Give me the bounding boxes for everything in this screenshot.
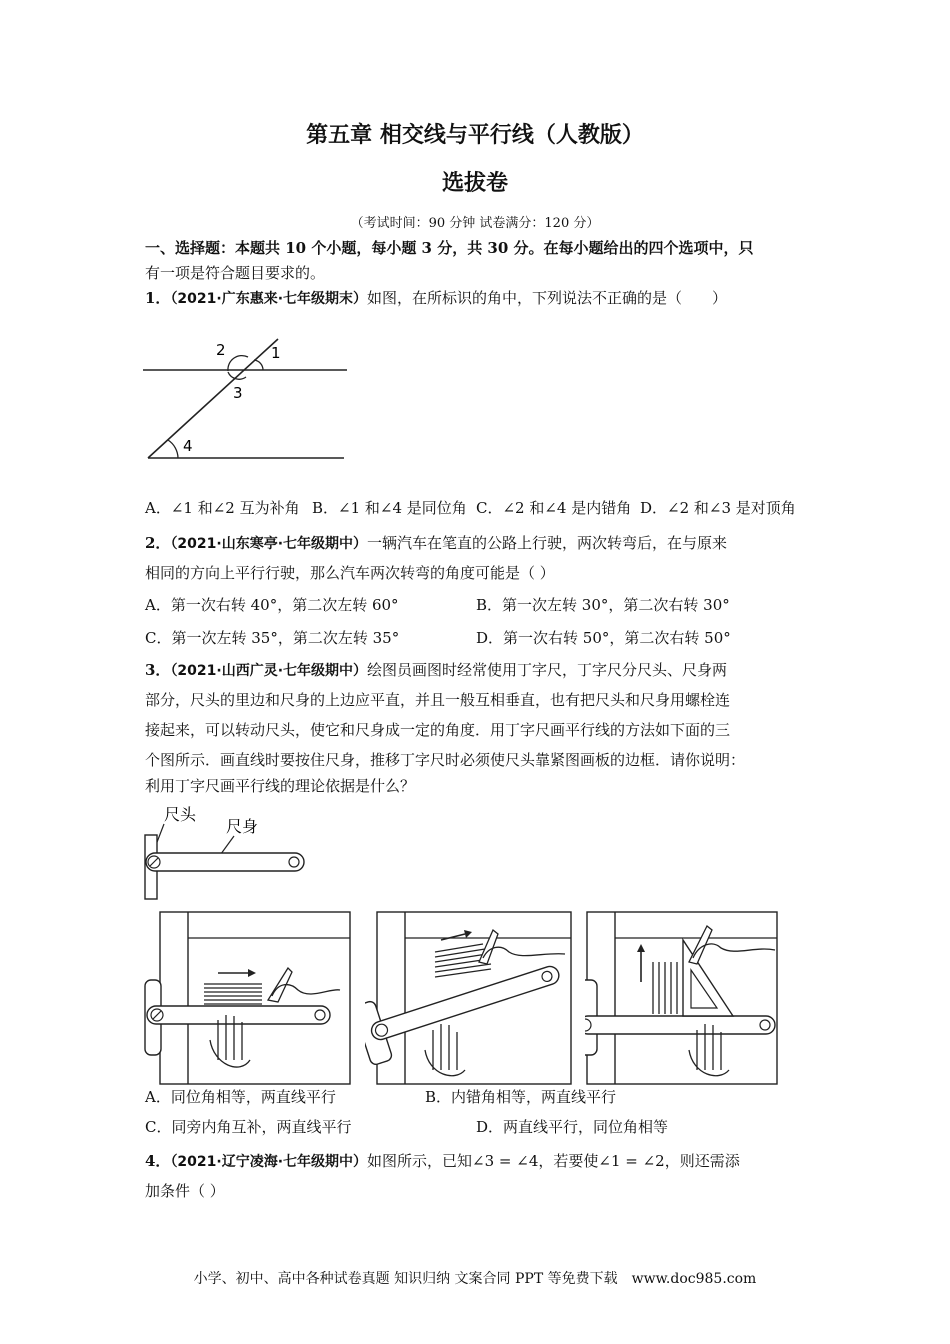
question-2-source: （2021·山东寒亭·七年级期中） [170,536,368,552]
hang-hole [289,857,299,867]
question-1-option-b: B．∠1 和∠4 是同位角 [312,499,467,517]
question-3-option-b: B．内错角相等，两直线平行 [425,1088,617,1106]
question-1-source: （2021·广东惠来·七年级期末） [170,291,368,307]
question-3-text-4: 个图所示．画直线时要按住尺身，推移丁字尺时必须使尺头靠紧图画板的边框．请你说明： [145,751,746,769]
drawing-panel-2 [365,910,575,1085]
page-footer: 小学、初中、高中各种试卷真题 知识归纳 文案合同 PPT 等免费下载 www.doc985.com [193,1271,757,1287]
question-3-stem [145,659,810,682]
drawing-panel-1 [140,910,355,1085]
question-2-text-2: 相同的方向上平行行驶，那么汽车两次转弯的角度可能是（ ） [145,564,555,582]
question-1-option-a: A．∠1 和∠2 互为补角 [145,499,300,517]
page-title: 第五章 相交线与平行线（人教版） [306,123,644,148]
question-3-option-d: D．两直线平行，同位角相等 [476,1118,669,1136]
ruler-body [146,853,304,871]
question-3-text-5: 利用丁字尺画平行线的理论依据是什么？ [145,777,416,795]
question-3-number: 3． [145,661,171,679]
question-3-option-a: A．同位角相等，两直线平行 [145,1088,336,1106]
question-4-stem [145,1150,810,1173]
angle-1-arc [254,360,263,370]
ruler-body [585,1016,775,1034]
question-4-source: （2021·辽宁凌海·七年级期中） [170,1154,368,1170]
ruler-body [147,1006,330,1024]
exam-meta: （考试时间：90 分钟 试卷满分：120 分） [350,216,600,231]
question-1-text: 如图，在所标识的角中，下列说法不正确的是（ ） [367,289,728,307]
question-4-text-1: 如图所示，已知∠3 = ∠4，若要使∠1 = ∠2，则还需添 [367,1152,740,1170]
question-3-source: （2021·山西广灵·七年级期中） [170,663,368,679]
question-2-option-d: D．第一次右转 50°，第二次右转 50° [476,629,731,647]
question-4-text-2: 加条件（ ） [145,1182,225,1200]
t-square-diagram [140,800,320,900]
label-angle-2: 2 [216,341,226,359]
question-3-option-c: C．同旁内角互补，两直线平行 [145,1118,352,1136]
question-2-option-b: B．第一次左转 30°，第二次右转 30° [476,596,730,614]
label-angle-3: 3 [233,384,243,402]
question-3-text-3: 接起来，可以转动尺头，使它和尺身成一定的角度．用丁字尺画平行线的方法如下面的三 [145,721,731,739]
question-2-number: 2． [145,534,171,552]
question-2-text-1: 一辆汽车在笔直的公路上行驶，两次转弯后，在与原来 [367,534,728,552]
question-3-text-2: 部分，尺头的里边和尺身的上边应平直，并且一般互相垂直，也有把尺头和尺身用螺栓连 [145,691,731,709]
label-ruler-body: 尺身 [226,817,259,836]
question-2-option-c: C．第一次左转 35°，第二次左转 35° [145,629,400,647]
question-4-number: 4． [145,1152,171,1170]
question-3-text-1: 绘图员画图时经常使用丁字尺，丁字尺分尺头、尺身两 [367,661,728,679]
label-angle-4: 4 [183,437,193,455]
question-1-stem [145,287,810,310]
question-1-figure [140,335,355,465]
transversal-line [148,339,278,458]
section-heading-line2: 有一项是符合题目要求的。 [145,264,326,282]
angle-4-arc [168,440,178,458]
page-subtitle: 选拔卷 [441,171,508,196]
question-2-option-a: A．第一次右转 40°，第二次左转 60° [145,596,399,614]
question-2-stem [145,532,810,555]
question-1-option-d: D．∠2 和∠3 是对顶角 [640,499,796,517]
question-1-option-c: C．∠2 和∠4 是内错角 [476,499,632,517]
section-heading-line1: 一、选择题：本题共 10 个小题，每小题 3 分，共 30 分。在每小题给出的四个选项中，只 [145,239,754,257]
label-angle-1: 1 [271,344,281,362]
question-1-number: 1． [145,289,171,307]
label-ruler-head: 尺头 [164,805,197,824]
drawing-panel-3 [585,910,780,1085]
